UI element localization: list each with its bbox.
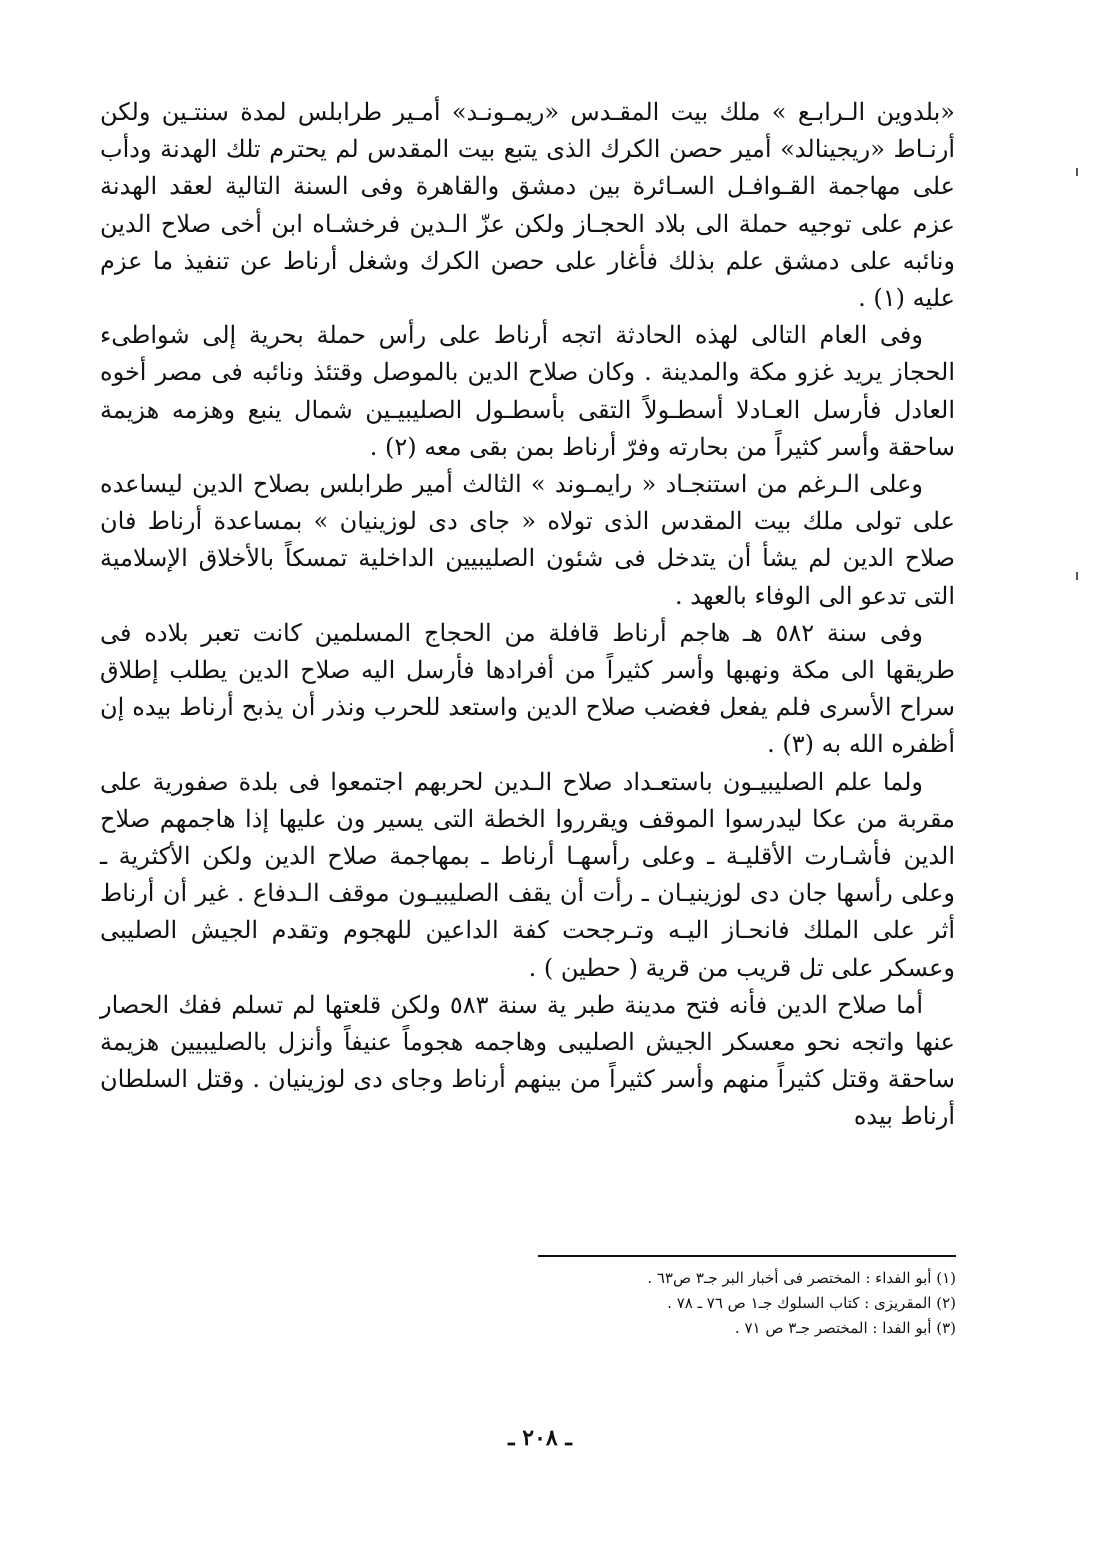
paragraph-4: وفى سنة ٥٨٢ هـ هاجم أرناط قافلة من الحجاج المسلمين كانت تعبر بلاده فى طريقها الى مكة ونهبها وأسر كثيراً من أفرادها فأرسل اليه صلاح الدين يطلب إطلاق سراح الأسرى فلم يفعل فغضب صلاح الدين واستعد للحرب ونذر أن يذبح أرناط بيده إن أظفره الله به (٣) . [100,618,955,759]
page-number: ـ ٢٠٨ ـ [508,1425,572,1451]
footnote-3: (٣) أبو الفدا : المختصر جـ٣ ص ٧١ . [734,1319,956,1337]
paragraph-1: «بلدوين الـرابـع » ملك بيت المقـدس «ريمـونـد» أمـير طرابلس لمدة سنتـين ولكن أرنـاط «ريجينالد» أمير حصن الكرك الذى يتبع بيت المقدس لم يحترم تلك الهدنة ودأب على مهاجمة القـوافـل السـائرة بين دمشق والقاهرة وفى السنة التالية لعقد الهدنة عزم على توجيه حملة الى بلاد الحجـاز ولكن عزّ الـدين فرخشـاه ابن أخى صلاح الدين ونائبه على دمشق علم بذلك فأغار على حصن الكرك وشغل أرناط عن تنفيذ ما عزم عليه (١) . [100,98,955,313]
footnotes [538,1266,956,1341]
paragraph-2: وفى العام التالى لهذه الحادثة اتجه أرناط على رأس حملة بحرية إلى شواطىء الحجاز يريد غزو مكة والمدينة . وكان صلاح الدين بالموصل وقتئذ ونائبه فى مصر أخوه العادل فأرسل العـادلا أسطـولاً التقى بأسطـول الصليبيـين شمال ينبع وهزمه هزيمة ساحقة وأسر كثيراً من بحارته وفرّ أرناط بمن بقى معه (٢) . [100,321,955,461]
scan-margin-mark [1076,168,1078,176]
paragraph-3: وعلى الـرغم من استنجـاد « رايمـوند » الثالث أمير طرابلس بصلاح الدين ليساعده على تولى ملك بيت المقدس الذى تولاه « جاى دى لوزينيان » بمساعدة أرناط فان صلاح الدين لم يشأ أن يتدخل فى شئون الصليبيين الداخلية تمسكاً بالأخلاق الإسلامية التى تدعو الى الوفاء بالعهد . [100,470,955,610]
body-text [100,94,955,1136]
paragraph-6: أما صلاح الدين فأنه فتح مدينة طبر ية سنة ٥٨٣ ولكن قلعتها لم تسلم ففك الحصار عنها واتجه نحو معسكر الجيش الصليبى وهاجمه هجوماً عنيفاً وأنزل بالصليبيين هزيمة ساحقة وقتل كثيراً منهم وأسر كثيراً من بينهم أرناط وجاى دى لوزينيان . وقتل السلطان أرناط بيده [100,990,955,1131]
paragraph-5: ولما علم الصليبيـون باستعـداد صلاح الـدين لحربهم اجتمعوا فى بلدة صفورية على مقربة من عكا ليدرسوا الموقف ويقرروا الخطة التى يسير ون عليها إذا هاجمهم صلاح الدين فأشـارت الأقليـة ـ وعلى رأسهـا أرناط ـ بمهاجمة صلاح الدين ولكن الأكثرية ـ وعلى رأسها جان دى لوزينيـان ـ رأت أن يقف الصليبيـون موقف الـدفاع . غير أن أرناط أثر على الملك فانحـاز اليـه وتـرجحت كفة الداعين للهجوم وتقدم الجيش الصليبى وعسكر على تل قريب من قرية ( حطين ) . [100,767,955,982]
footnote-separator [538,1255,956,1257]
footnote-2: (٢) المقريزى : كتاب السلوك جـ١ ص ٧٦ ـ ٧٨ . [667,1294,956,1312]
scan-margin-mark [1076,572,1078,580]
footnote-1: (١) أبو الفداء : المختصر فى أخبار البر جـ٣ ص٦٣ . [647,1269,956,1287]
